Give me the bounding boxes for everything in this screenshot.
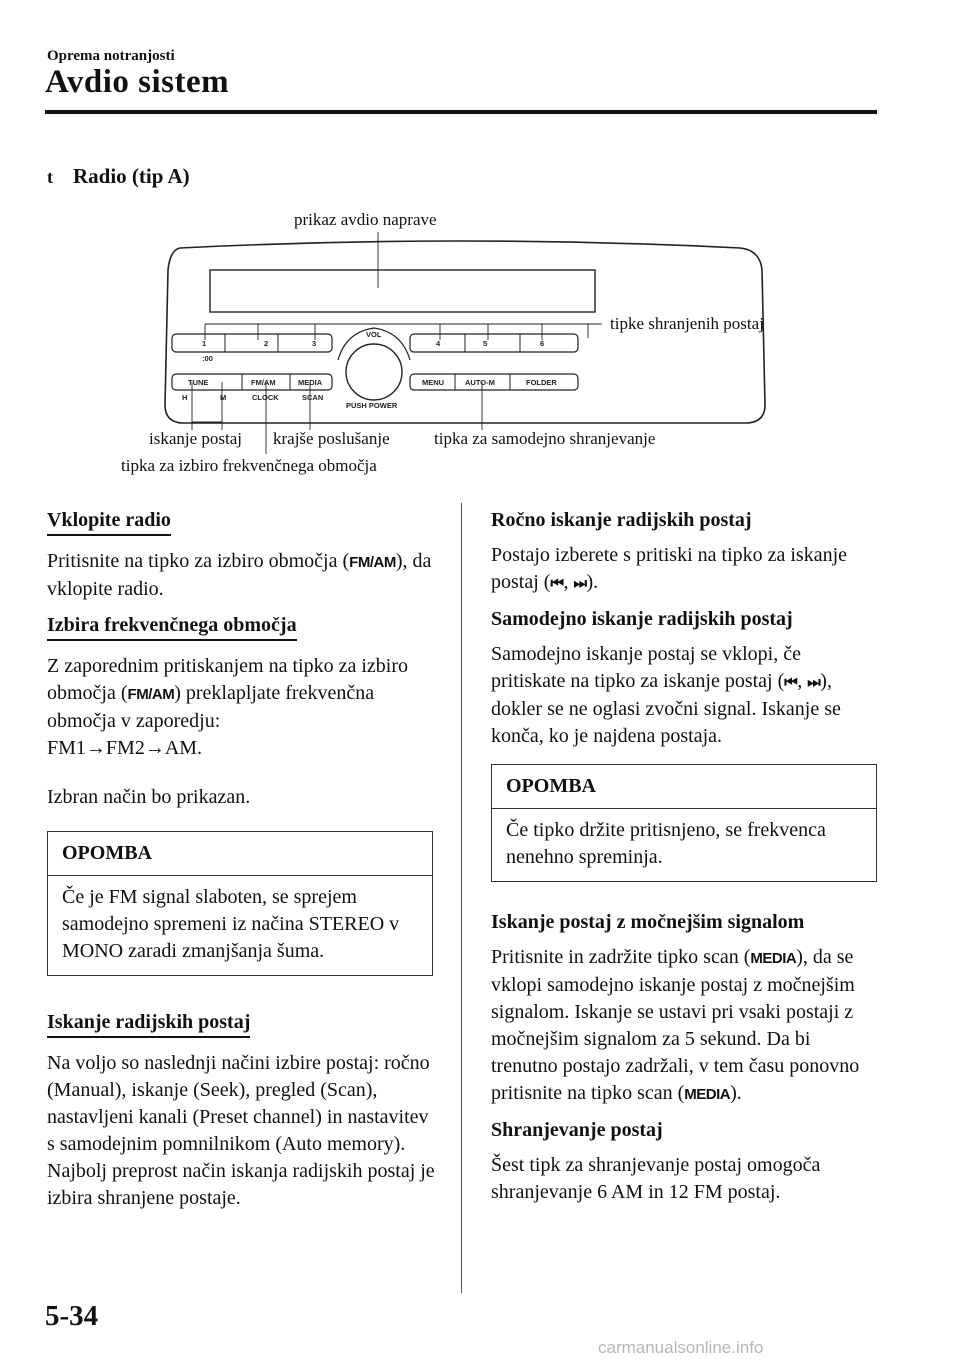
preset-3-label: 3 — [312, 339, 317, 348]
seek-forward-icon-2: ⏭ — [807, 674, 821, 691]
note-body-right: Če tipko držite pritisnjeno, se frekvenca nenehno spreminja. — [506, 819, 826, 868]
note-box-left — [47, 831, 433, 976]
clock-label: CLOCK — [252, 393, 279, 402]
para-mode-display: Izbran način bo prikazan. — [47, 786, 251, 808]
page-number: 5-34 — [45, 1300, 99, 1332]
figure-heading — [47, 164, 190, 189]
callout-auto: tipka za samodejno shranjevanje — [434, 429, 656, 448]
figure-heading-text: Radio (tip A) — [73, 164, 190, 188]
para-manual-tune: Postajo izberete s pritiski na tipko za iskanje postaj (⏮, ⏭). — [491, 544, 848, 593]
vol-label: VOL — [366, 330, 382, 339]
preset-5-label: 5 — [483, 339, 488, 348]
heading-band-select: Izbira frekvenčnega območja — [47, 613, 297, 641]
heading-strong-signal: Iskanje postaj z močnejšim signalom — [491, 911, 805, 933]
menu-label: MENU — [422, 378, 445, 387]
seek-back-icon: ⏮ — [550, 575, 564, 592]
heading-radio-on: Vklopite radio — [47, 508, 171, 536]
preset-strip-left — [172, 334, 332, 352]
audio-display — [210, 270, 595, 312]
right-column — [491, 508, 879, 1216]
heading-store-stations: Shranjevanje postaj — [491, 1119, 663, 1141]
note-heading: OPOMBA — [48, 832, 432, 876]
hour-label: H — [182, 393, 188, 402]
heading-manual-tune: Ročno iskanje radijskih postaj — [491, 509, 752, 531]
left-column — [47, 508, 435, 1222]
clock-00-label: :00 — [202, 354, 213, 363]
scan-label: SCAN — [302, 393, 324, 402]
tune-label: TUNE — [188, 378, 209, 387]
seek-forward-icon: ⏭ — [573, 575, 587, 592]
volume-knob — [346, 344, 402, 400]
seek-back-icon-2: ⏮ — [784, 674, 798, 691]
callout-scan: krajše poslušanje — [273, 429, 390, 448]
bullet-icon: t — [47, 167, 53, 187]
callout-presets: tipke shranjenih postaj — [610, 314, 764, 333]
para-station-search: Na voljo so naslednji načini izbire postaj: ročno (Manual), iskanje (Seek), pregled (Scan), nastavljeni kanali (Preset channel) in nastavitev s samodejnim pomnilnikom (Auto memory). Najbolj preprost način iskanja radijskih postaj je izbira shranjene postaje. — [47, 1052, 435, 1209]
watermark: carmanualsonline.info — [598, 1338, 764, 1357]
fmam-button-icon-2: FM/AM — [127, 686, 175, 703]
para-radio-on: Pritisnite na tipko za izbiro območja (FM/AM), da vklopite radio. — [47, 550, 432, 600]
column-divider — [461, 503, 462, 1293]
para-strong-signal: Pritisnite in zadržite tipko scan (MEDIA), da se vklopi samodejno iskanje postaj z močnejšim signalom. Iskanje se ustavi pri vsaki postaji z močnejšim signalom za 5 sekund. Da bi trenutno postajo zadržali, v tem času ponovno pritisnite na tipko scan (MEDIA). — [491, 946, 860, 1104]
folder-label: FOLDER — [526, 378, 557, 387]
section-subtitle: Oprema notranjosti — [47, 48, 175, 64]
media-label: MEDIA — [298, 378, 323, 387]
preset-1-label: 1 — [202, 339, 207, 348]
fmam-button-icon: FM/AM — [349, 554, 396, 571]
preset-4-label: 4 — [436, 339, 441, 348]
preset-6-label: 6 — [540, 339, 545, 348]
media-button-icon-2: MEDIA — [684, 1086, 731, 1103]
header-rule — [45, 110, 877, 114]
para-auto-seek: Samodejno iskanje postaj se vklopi, če pritiskate na tipko za iskanje postaj (⏮, ⏭), dokler se ne oglasi zvočni signal. Iskanje se konča, ko je najdena postaja. — [491, 643, 841, 747]
callout-display: prikaz avdio naprave — [294, 210, 437, 229]
callout-band: tipka za izbiro frekvenčnega območja — [121, 456, 377, 475]
preset-2-label: 2 — [264, 339, 269, 348]
para-store-stations: Šest tipk za shranjevanje postaj omogoča shranjevanje 6 AM in 12 FM postaj. — [491, 1154, 821, 1203]
note-body: Če je FM signal slaboten, se sprejem samodejno spremeni iz načina STEREO v MONO zaradi zmanjšanja šuma. — [62, 886, 400, 962]
push-power-label: PUSH POWER — [346, 401, 398, 410]
media-button-icon: MEDIA — [750, 950, 797, 967]
para-band-select: Z zaporednim pritiskanjem na tipko za izbiro območja (FM/AM) preklapljate frekvenčna območja v zaporedju: FM1→FM2→AM. — [47, 655, 408, 759]
heading-station-search: Iskanje radijskih postaj — [47, 1010, 250, 1038]
auto-m-label: AUTO-M — [465, 378, 495, 387]
note-heading-right: OPOMBA — [492, 765, 876, 809]
section-title: Avdio sistem — [45, 64, 230, 100]
minute-label: M — [220, 393, 227, 402]
fmam-label: FM/AM — [251, 378, 276, 387]
heading-auto-seek: Samodejno iskanje radijskih postaj — [491, 608, 793, 630]
note-box-right — [491, 764, 877, 882]
callout-seek: iskanje postaj — [149, 429, 243, 448]
